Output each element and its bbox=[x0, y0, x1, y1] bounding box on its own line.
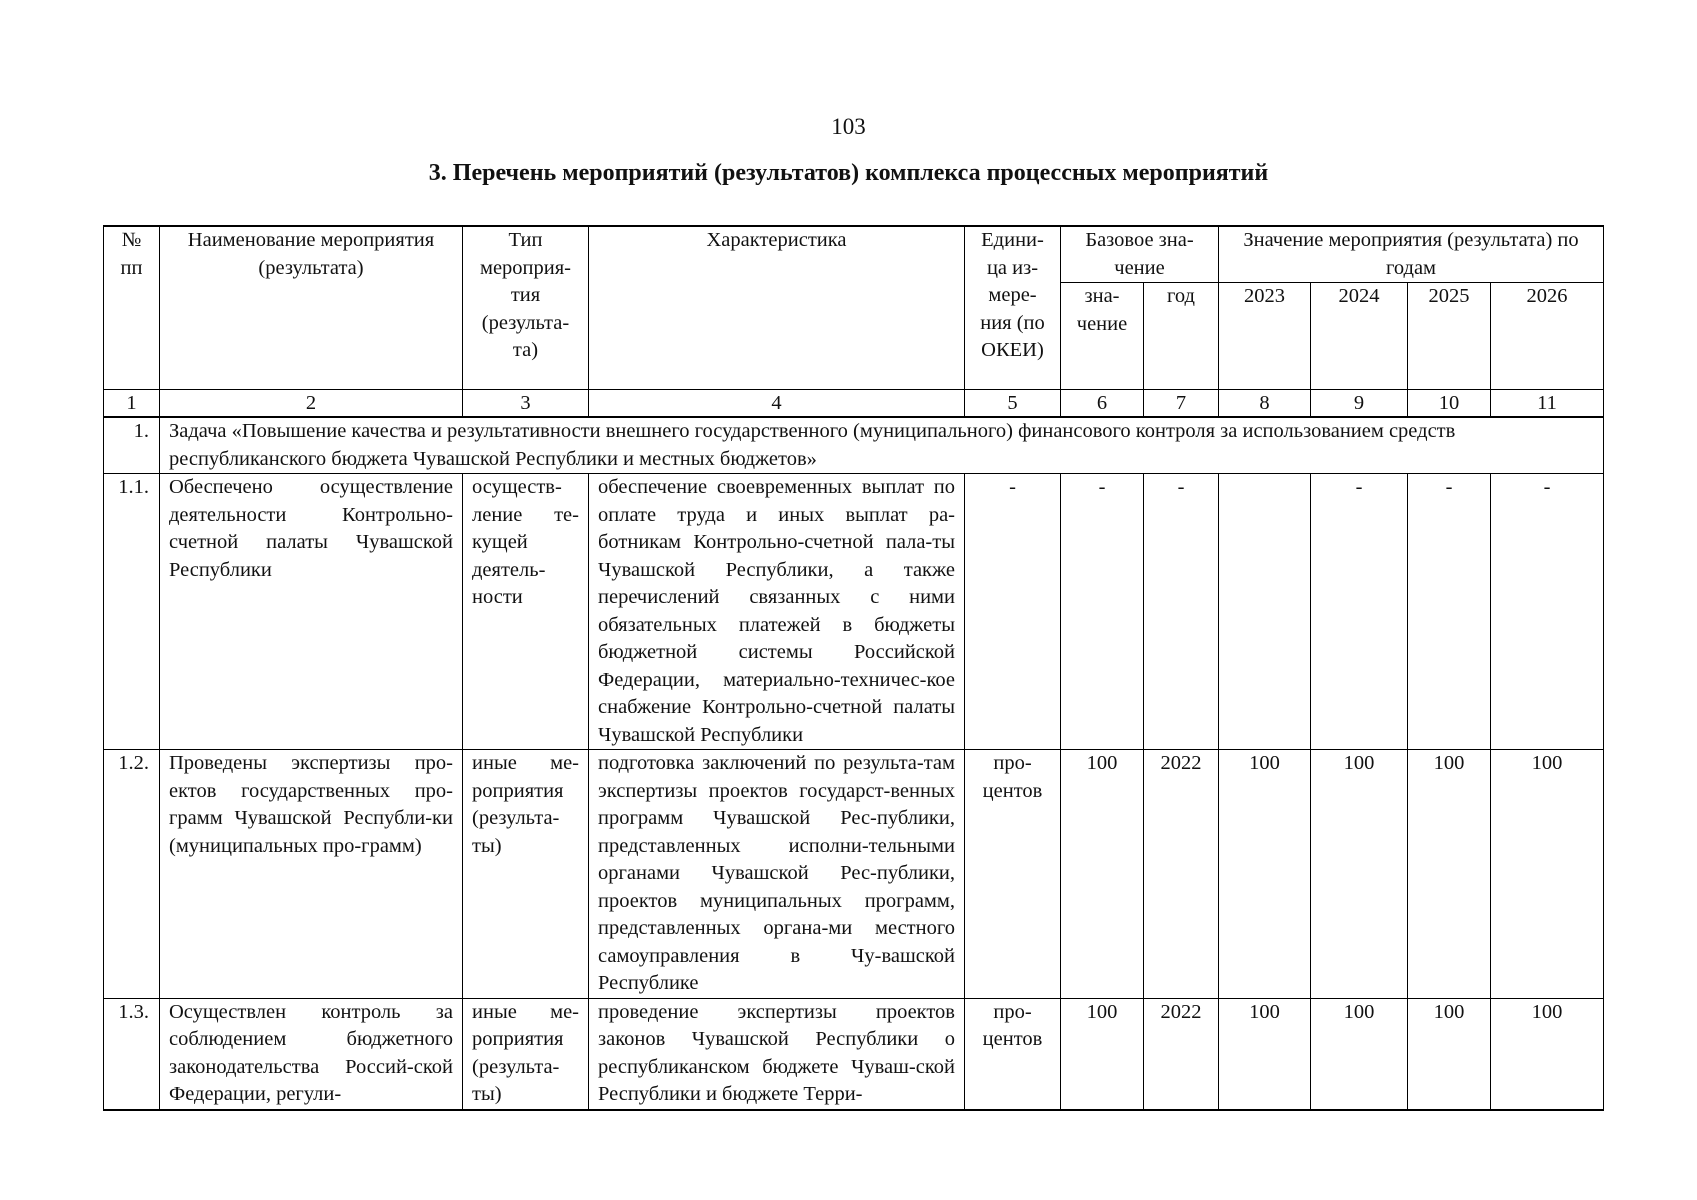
page-title: 3. Перечень мероприятий (результатов) комплекса процессных мероприятий bbox=[428, 160, 1269, 186]
header-year-2026: 2026 bbox=[1491, 283, 1604, 390]
row-unit: про-центов bbox=[965, 998, 1061, 1110]
row-name: Осуществлен контроль за соблюдением бюджетного законодательства Россий-ской Федерации, регули- bbox=[160, 998, 463, 1110]
row-value-2023 bbox=[1219, 474, 1311, 750]
row-base-year: 2022 bbox=[1144, 750, 1219, 999]
row-type: иные ме-роприятия (результа-ты) bbox=[463, 750, 589, 999]
header-base-value: зна-чение bbox=[1061, 283, 1144, 390]
column-number: 6 bbox=[1061, 390, 1144, 418]
column-number: 2 bbox=[160, 390, 463, 418]
row-base-year: - bbox=[1144, 474, 1219, 750]
header-base: Базовое зна-чение bbox=[1061, 226, 1219, 283]
header-num: № пп bbox=[104, 226, 160, 390]
header-year-2025: 2025 bbox=[1408, 283, 1491, 390]
task-row bbox=[104, 417, 1604, 474]
column-number: 9 bbox=[1311, 390, 1408, 418]
column-number: 11 bbox=[1491, 390, 1604, 418]
column-number: 4 bbox=[589, 390, 965, 418]
column-number-row bbox=[104, 390, 1604, 418]
row-value-2026: - bbox=[1491, 474, 1604, 750]
row-value-2026: 100 bbox=[1491, 998, 1604, 1110]
header-characteristic: Характеристика bbox=[589, 226, 965, 390]
task-number: 1. bbox=[104, 417, 160, 474]
row-type: осуществ-ление те-кущей деятель-ности bbox=[463, 474, 589, 750]
row-characteristic: подготовка заключений по результа-там экспертизы проектов государст-венных программ Чувашской Рес-публики, представленных исполни-тельными органами Чувашской Рес-публики, проектов муниципальных программ, представленных органа-ми местного самоуправления в Чу-вашской Республике bbox=[589, 750, 965, 999]
row-value-2024: - bbox=[1311, 474, 1408, 750]
row-value-2025: - bbox=[1408, 474, 1491, 750]
row-base-year: 2022 bbox=[1144, 998, 1219, 1110]
row-value-2025: 100 bbox=[1408, 998, 1491, 1110]
column-number: 8 bbox=[1219, 390, 1311, 418]
header-unit: Едини-ца из-мере-ния (по ОКЕИ) bbox=[965, 226, 1061, 390]
row-value-2023: 100 bbox=[1219, 750, 1311, 999]
header-row bbox=[104, 226, 1604, 283]
row-value-2023: 100 bbox=[1219, 998, 1311, 1110]
column-number: 7 bbox=[1144, 390, 1219, 418]
row-unit: - bbox=[965, 474, 1061, 750]
header-base-year: год bbox=[1144, 283, 1219, 390]
row-characteristic: проведение экспертизы проектов законов Чувашской Республики о республиканском бюджете Чуваш-ской Республики и бюджете Терри- bbox=[589, 998, 965, 1110]
page-number: 103 bbox=[831, 114, 866, 139]
column-number: 10 bbox=[1408, 390, 1491, 418]
header-year-2024: 2024 bbox=[1311, 283, 1408, 390]
row-name: Проведены экспертизы про-ектов государственных про-грамм Чувашской Республи-ки (муниципальных про-грамм) bbox=[160, 750, 463, 999]
row-value-2025: 100 bbox=[1408, 750, 1491, 999]
row-value-2026: 100 bbox=[1491, 750, 1604, 999]
header-type: Тип мероприя-тия (результа-та) bbox=[463, 226, 589, 390]
row-number: 1.3. bbox=[104, 998, 160, 1110]
row-number: 1.1. bbox=[104, 474, 160, 750]
column-number: 5 bbox=[965, 390, 1061, 418]
column-number: 1 bbox=[104, 390, 160, 418]
row-unit: про-центов bbox=[965, 750, 1061, 999]
table-row bbox=[104, 474, 1604, 750]
measures-table bbox=[103, 225, 1604, 1111]
row-value-2024: 100 bbox=[1311, 750, 1408, 999]
table-row bbox=[104, 998, 1604, 1110]
row-base-value: 100 bbox=[1061, 750, 1144, 999]
row-number: 1.2. bbox=[104, 750, 160, 999]
row-base-value: 100 bbox=[1061, 998, 1144, 1110]
task-text: Задача «Повышение качества и результативности внешнего государственного (муниципального) финансового контроля за использованием средств республиканского бюджета Чувашской Республики и местных бюджетов» bbox=[160, 417, 1604, 474]
header-years: Значение мероприятия (результата) по годам bbox=[1219, 226, 1604, 283]
row-characteristic: обеспечение своевременных выплат по оплате труда и иных выплат ра-ботникам Контрольно-счетной пала-ты Чувашской Республики, а также перечислений связанных с ними обязательных платежей в бюджеты бюджетной системы Российской Федерации, материально-техничес-кое снабжение Контрольно-счетной палаты Чувашской Республики bbox=[589, 474, 965, 750]
table-row bbox=[104, 750, 1604, 999]
header-year-2023: 2023 bbox=[1219, 283, 1311, 390]
row-base-value: - bbox=[1061, 474, 1144, 750]
row-name: Обеспечено осуществление деятельности Контрольно-счетной палаты Чувашской Республики bbox=[160, 474, 463, 750]
column-number: 3 bbox=[463, 390, 589, 418]
row-type: иные ме-роприятия (результа-ты) bbox=[463, 998, 589, 1110]
row-value-2024: 100 bbox=[1311, 998, 1408, 1110]
header-name: Наименование мероприятия (результата) bbox=[160, 226, 463, 390]
